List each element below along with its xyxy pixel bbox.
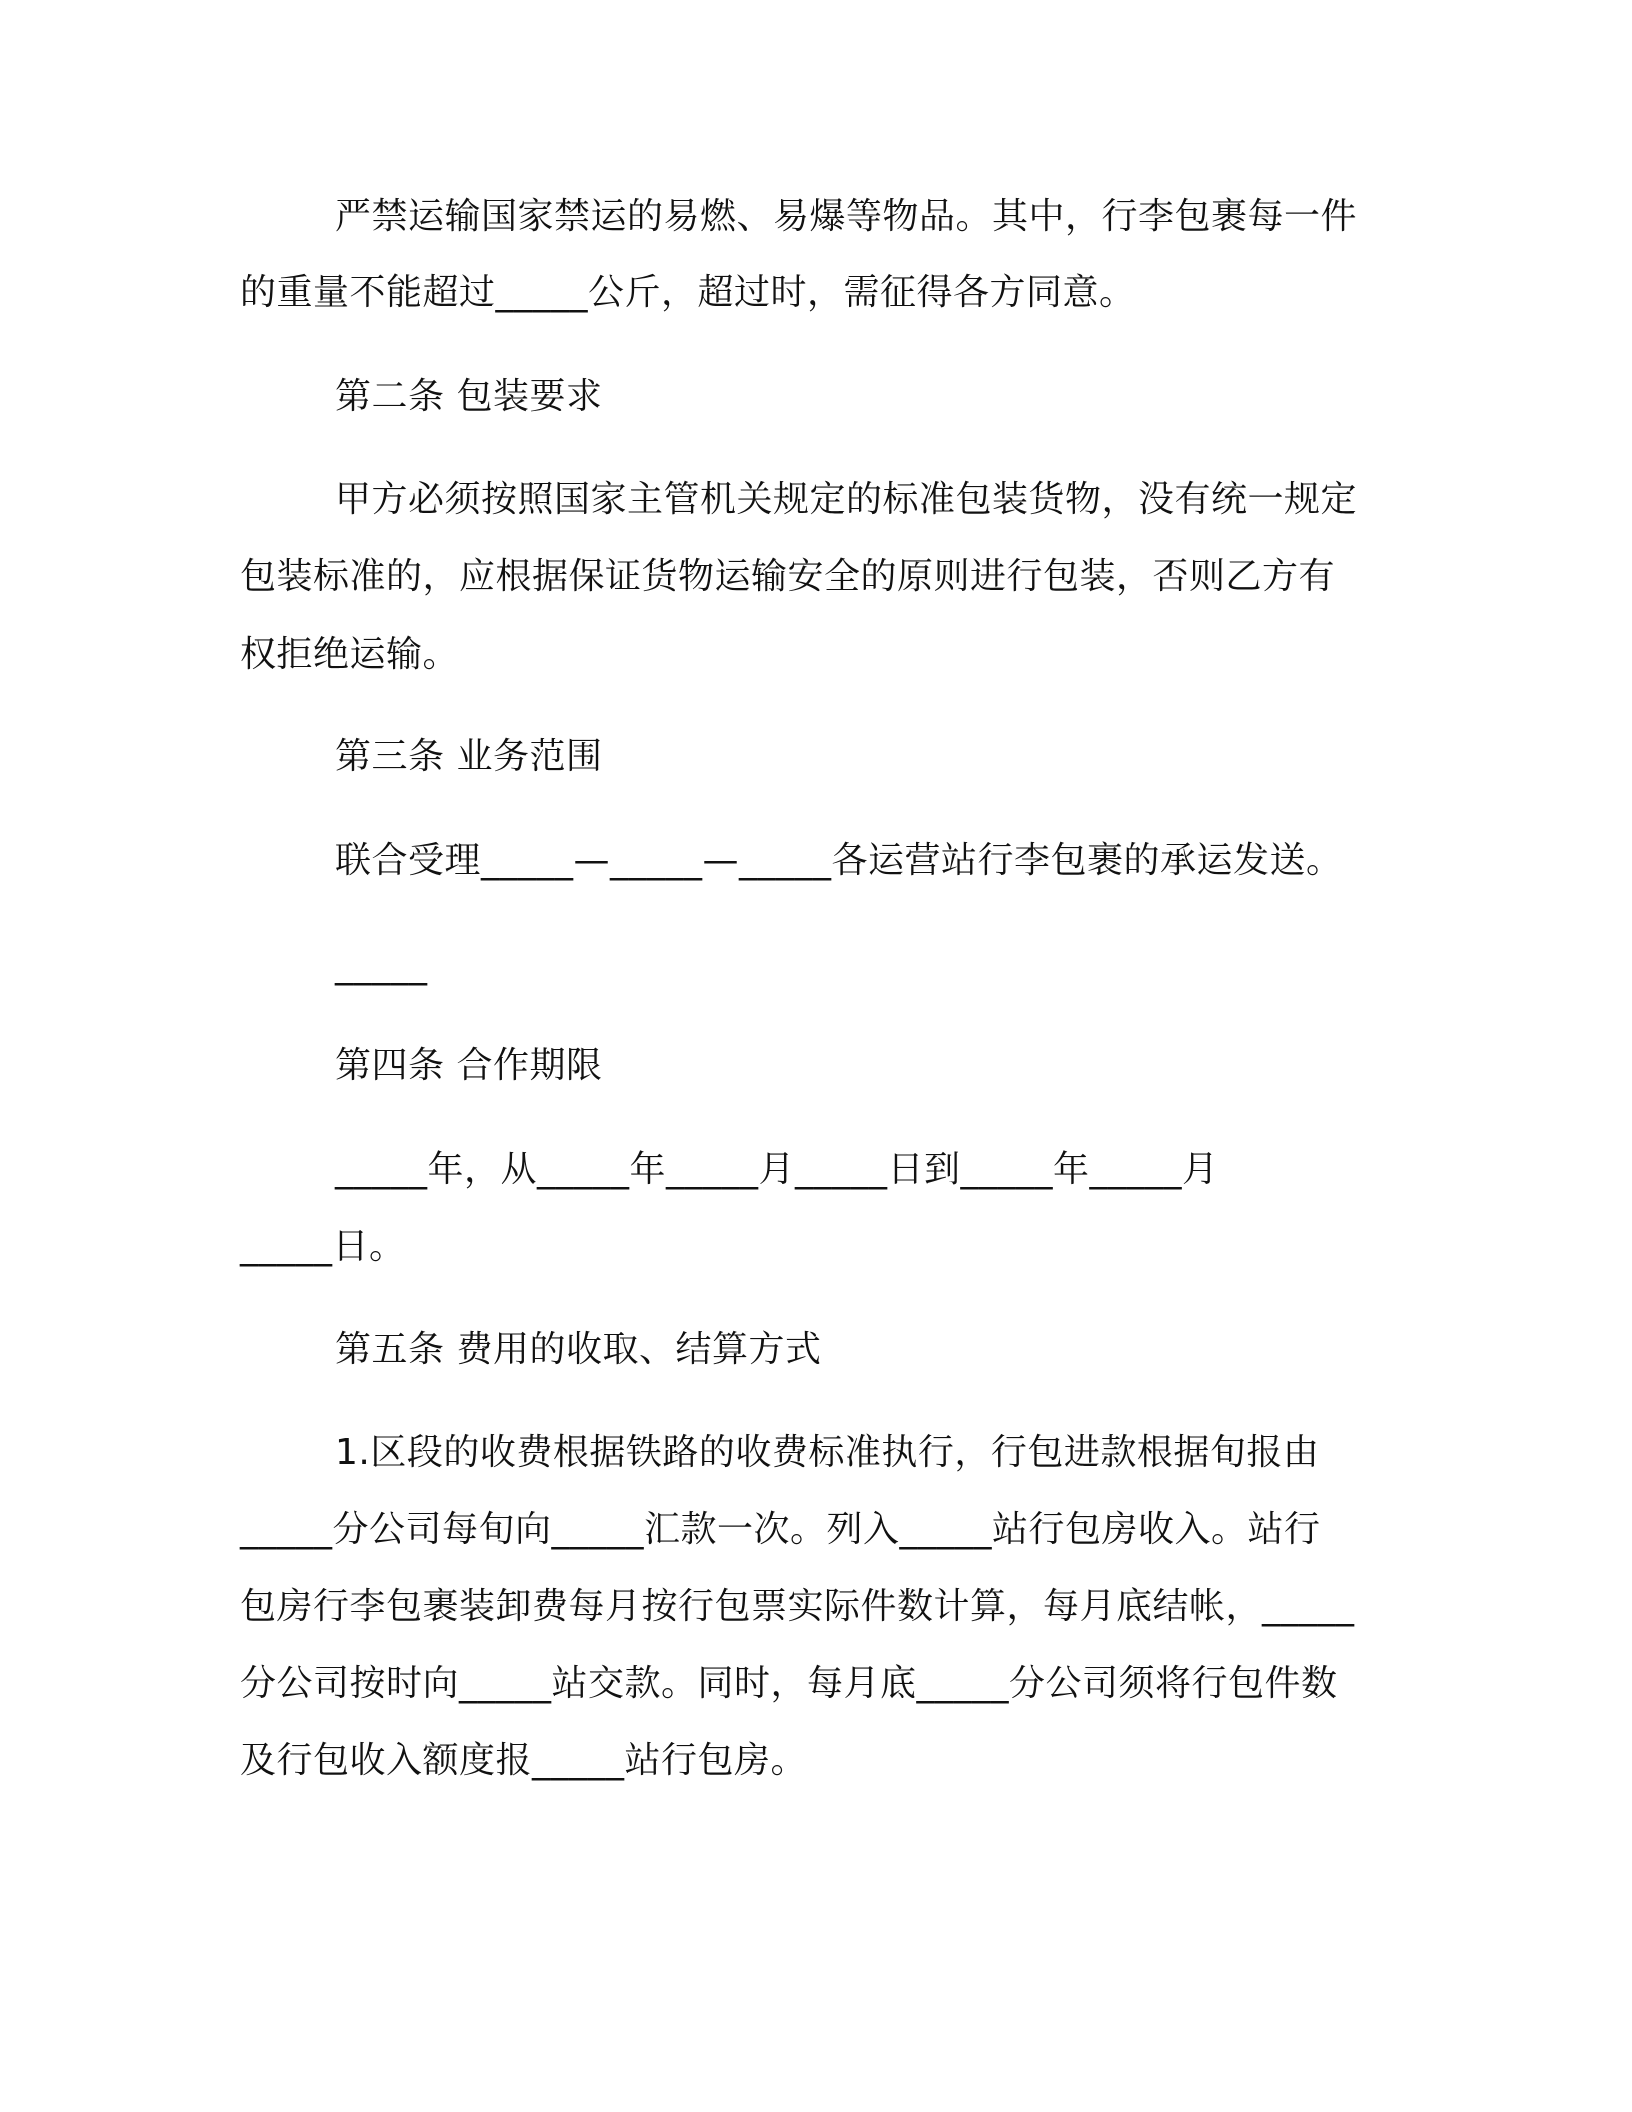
- paragraph-line: 甲方必须按照国家主管机关规定的标准包装货物，没有统一规定: [335, 479, 1358, 520]
- paragraph-line: 及行包收入额度报_____站行包房。: [240, 1740, 808, 1781]
- section-heading: 第三条 业务范围: [335, 736, 603, 777]
- paragraph-line: 包房行李包裹装卸费每月按行包票实际件数计算，每月底结帐，_____: [240, 1586, 1355, 1627]
- paragraph-line: 严禁运输国家禁运的易燃、易爆等物品。其中，行李包裹每一件: [335, 196, 1358, 237]
- section-heading: 第四条 合作期限: [335, 1045, 603, 1086]
- paragraph-line: 权拒绝运输。: [240, 634, 460, 675]
- paragraph-line: 联合受理_____—_____—_____各运营站行李包裹的承运发送。: [335, 840, 1343, 881]
- paragraph-line: 包装标准的，应根据保证货物运输安全的原则进行包装，否则乙方有: [240, 556, 1336, 597]
- paragraph-line: 的重量不能超过_____公斤，超过时，需征得各方同意。: [240, 272, 1136, 313]
- paragraph-line: _____日。: [240, 1226, 406, 1267]
- section-heading: 第二条 包装要求: [335, 376, 603, 417]
- paragraph-line: _____分公司每旬向_____汇款一次。列入_____站行包房收入。站行: [240, 1509, 1321, 1550]
- paragraph-line: 分公司按时向_____站交款。同时，每月底_____分公司须将行包件数: [240, 1663, 1338, 1704]
- paragraph-line: 1.区段的收费根据铁路的收费标准执行，行包进款根据旬报由: [335, 1432, 1320, 1473]
- paragraph-line: _____年，从_____年_____月_____日到_____年_____月: [335, 1149, 1219, 1190]
- blank-line: _____: [335, 945, 428, 986]
- section-heading: 第五条 费用的收取、结算方式: [335, 1329, 822, 1370]
